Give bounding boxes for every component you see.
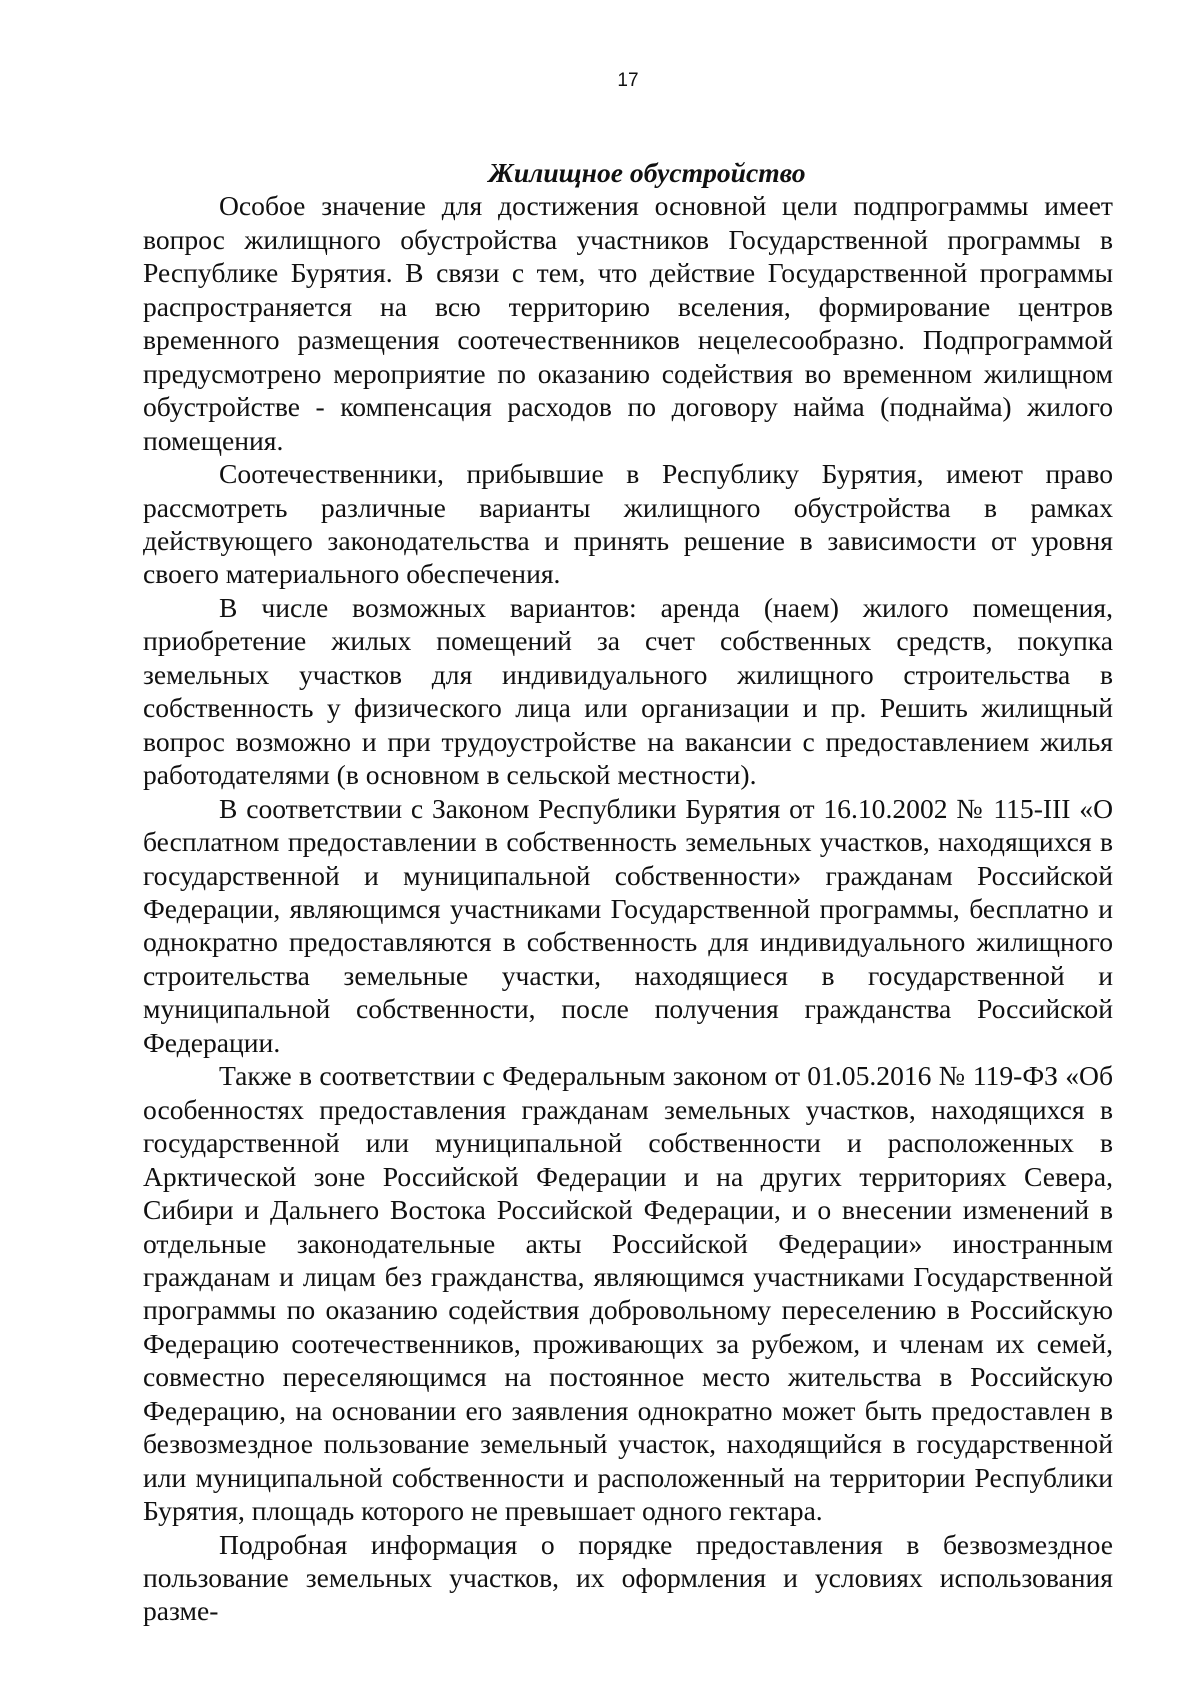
paragraph-6: Подробная информация о порядке предоставления в безвозмездное пользование земельных участков, их оформления и условиях использования разме- [143, 1528, 1113, 1627]
section-heading: Жилищное обустройство [488, 157, 806, 188]
paragraph-5: Также в соответствии с Федеральным законом от 01.05.2016 № 119-ФЗ «Об особенностях предоставления гражданам земельных участков, находящихся в государственной или муниципальной собственности и расположенных в Арктической зоне Российской Федерации и на других территориях Севера, Сибири и Дальнего Востока Российской Федерации, и о внесении изменений в отдельные законодательные акты Российской Федерации» иностранным гражданам и лицам без гражданства, являющимся участниками Государственной программы по оказанию содействия добровольному переселению в Российскую Федерацию соотечественников, проживающих за рубежом, и членам их семей, совместно переселяющимся на постоянное место жительства в Российскую Федерацию, на основании его заявления однократно может быть предоставлен в безвозмездное пользование земельный участок, находящийся в государственной или муниципальной собственности и расположенный на территории Республики Бурятия, площадь которого не превышает одного гектара. [143, 1060, 1113, 1527]
paragraph-4: В соответствии с Законом Республики Бурятия от 16.10.2002 № 115-III «О бесплатном предоставлении в собственность земельных участков, находящихся в государственной и муниципальной собственности» гражданам Российской Федерации, являющимся участниками Государственной программы, бесплатно и однократно предоставляются в собственность для индивидуального жилищного строительства земельные участки, находящиеся в государственной и муниципальной собственности, после получения гражданства Российской Федерации. [143, 792, 1113, 1058]
paragraph-2: Соотечественники, прибывшие в Республику Бурятия, имеют право рассмотреть различные варианты жилищного обустройства в рамках действующего законодательства и принять решение в зависимости от уровня своего материального обеспечения. [143, 458, 1113, 590]
document-body [143, 156, 1113, 1628]
paragraph-3: В числе возможных вариантов: аренда (наем) жилого помещения, приобретение жилых помещений за счет собственных средств, покупка земельных участков для индивидуального жилищного строительства в собственность у физического лица или организации и пр. Решить жилищный вопрос возможно и при трудоустройстве на вакансии с предоставлением жилья работодателями (в основном в сельской местности). [143, 591, 1113, 791]
page-number: 17 [617, 70, 639, 91]
paragraph-1: Особое значение для достижения основной цели подпрограммы имеет вопрос жилищного обустройства участников Государственной программы в Республике Бурятия. В связи с тем, что действие Государственной программы распространяется на всю территорию вселения, формирование центров временного размещения соотечественников нецелесообразно. Подпрограммой предусмотрено мероприятие по оказанию содействия во временном жилищном обустройстве - компенсация расходов по договору найма (поднайма) жилого помещения. [143, 190, 1113, 456]
